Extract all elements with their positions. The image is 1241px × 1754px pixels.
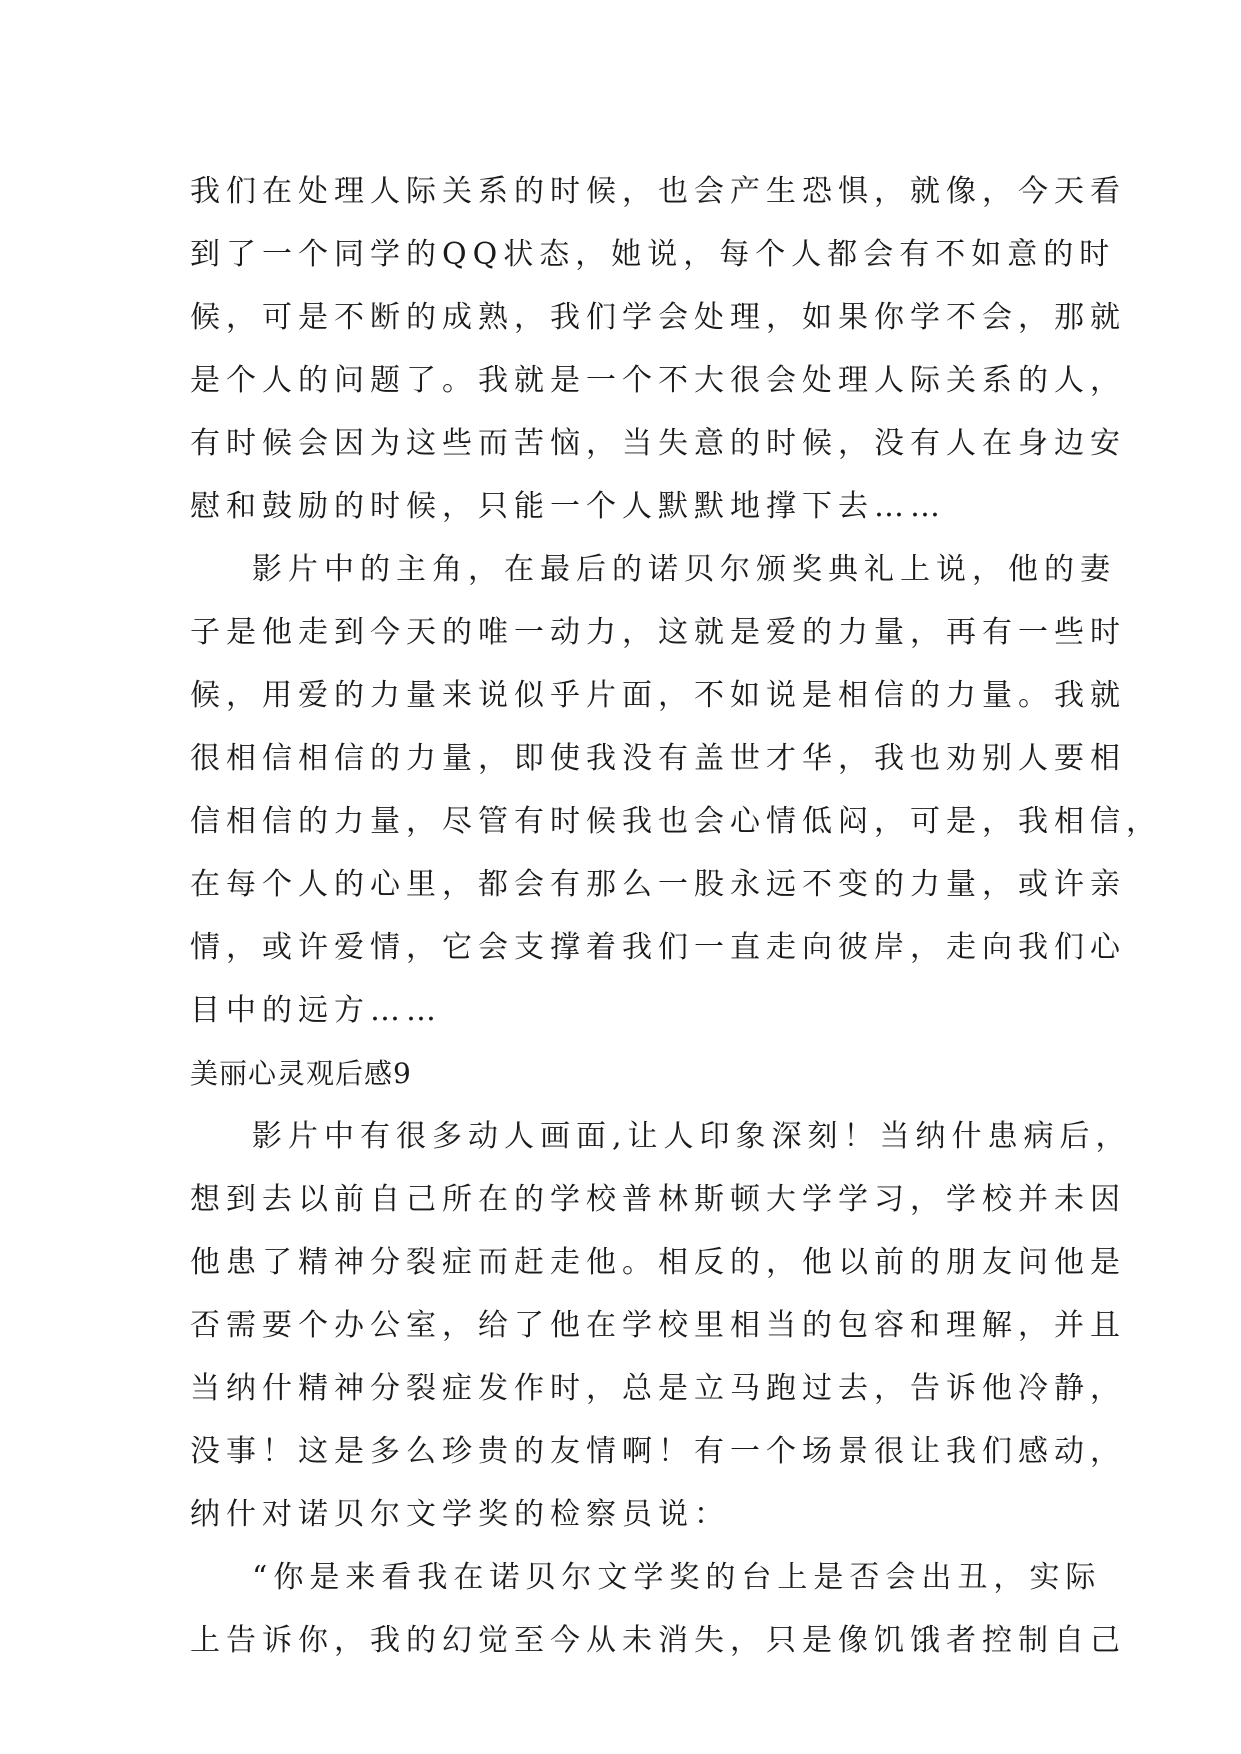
text-line: 当纳什精神分裂症发作时，总是立马跑过去，告诉他冷静， [190, 1371, 1126, 1406]
text-line: 有时候会因为这些而苦恼，当失意的时候，没有人在身边安 [190, 426, 1126, 461]
paragraph [190, 1105, 1132, 1546]
text-line: 很相信相信的力量，即使我没有盖世才华，我也劝别人要相 [190, 741, 1126, 776]
text-line: 在每个人的心里，都会有那么一股永远不变的力量，或许亲 [190, 867, 1126, 902]
text-line: 候，可是不断的成熟，我们学会处理，如果你学不会，那就 [190, 300, 1126, 335]
text-line: 影片中的主角，在最后的诺贝尔颁奖典礼上说，他的妻 [252, 552, 1116, 587]
text-line: 目中的远方…… [190, 993, 442, 1028]
text-line: 信相信的力量，尽管有时候我也会心情低闷，可是，我相信， [190, 804, 1162, 839]
paragraph [190, 1546, 1126, 1672]
text-line: 上告诉你，我的幻觉至今从未消失，只是像饥饿者控制自己 [190, 1623, 1126, 1658]
text-line: 想到去以前自己所在的学校普林斯顿大学学习，学校并未因 [190, 1182, 1126, 1217]
text-line: 慰和鼓励的时候，只能一个人默默地撑下去…… [190, 489, 946, 524]
text-line: “你是来看我在诺贝尔文学奖的台上是否会出丑，实际 [252, 1560, 1102, 1595]
text-line: 我们在处理人际关系的时候，也会产生恐惧，就像，今天看 [190, 174, 1126, 209]
text-line: 到了一个同学的QQ状态，她说，每个人都会有不如意的时 [190, 237, 1116, 272]
text-line: 没事！这是多么珍贵的友情啊！有一个场景很让我们感动， [190, 1434, 1126, 1469]
text-line: 否需要个办公室，给了他在学校里相当的包容和理解，并且 [190, 1308, 1126, 1343]
paragraph [190, 538, 1162, 1042]
text-line: 影片中有很多动人画面,让人印象深刻！当纳什患病后， [252, 1119, 1132, 1154]
paragraph [190, 160, 1126, 538]
text-line: 子是他走到今天的唯一动力，这就是爱的力量，再有一些时 [190, 615, 1126, 650]
text-line: 纳什对诺贝尔文学奖的检察员说： [190, 1497, 730, 1532]
document-page [190, 160, 1162, 1672]
section-heading: 美丽心灵观后感9 [190, 1057, 412, 1090]
text-line: 他患了精神分裂症而赶走他。相反的，他以前的朋友问他是 [190, 1245, 1126, 1280]
text-line: 是个人的问题了。我就是一个不大很会处理人际关系的人， [190, 363, 1126, 398]
text-line: 情，或许爱情，它会支撑着我们一直走向彼岸，走向我们心 [190, 930, 1126, 965]
text-line: 候，用爱的力量来说似乎片面，不如说是相信的力量。我就 [190, 678, 1126, 713]
